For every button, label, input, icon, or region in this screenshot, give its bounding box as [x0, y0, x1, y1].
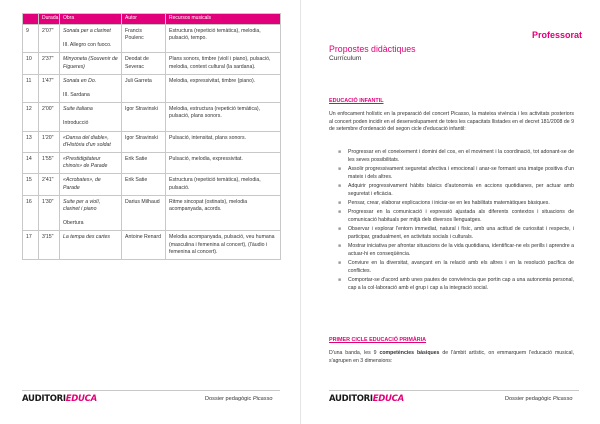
list-item	[338, 226, 574, 241]
square-bullet-icon: ■	[338, 199, 342, 206]
table-row	[23, 174, 281, 195]
cell-number: 13	[23, 131, 39, 152]
table-row	[23, 103, 281, 131]
cell-resources: Pulsació, melodia, expressivitat.	[166, 153, 281, 174]
cell-work	[60, 25, 122, 53]
right-page	[300, 0, 600, 424]
capacities-list	[338, 149, 574, 294]
table-header-row	[23, 14, 281, 25]
square-bullet-icon: ■	[338, 182, 342, 189]
work-title: «Prestidigitateur chinois» de Parade	[63, 156, 108, 170]
work-movement: III. Allegro con fuoco.	[63, 42, 112, 49]
cell-duration: 2'37"	[39, 53, 60, 74]
list-item	[338, 149, 574, 164]
list-item-text: Progressar en la comunicació i expressió ajustada als diferents contextos i situacions de comunicació habituals per mitjà dels diversos llenguatges.	[348, 209, 574, 223]
header-number	[23, 14, 39, 25]
table-row	[23, 74, 281, 102]
work-title: «Acrobates», de Parade	[63, 177, 101, 191]
work-movement: Introducció	[63, 120, 89, 127]
cell-author: Antoine Renard	[122, 231, 166, 260]
cell-work	[60, 231, 122, 260]
cell-author: Erik Satie	[122, 153, 166, 174]
works-table	[22, 13, 281, 260]
footer-document-title: Dossier pedagògic Picasso	[205, 396, 273, 402]
cell-number: 17	[23, 231, 39, 260]
primary-paragraph: D'una banda, les 9 competències bàsiques de l'àmbit artístic, on emmarquem l'educació musical, s'agrupen en 3 dimensions:	[329, 350, 574, 364]
square-bullet-icon: ■	[338, 260, 342, 267]
page-subtitle: Currículum	[329, 55, 362, 62]
list-item	[338, 243, 574, 258]
list-item	[338, 209, 574, 224]
cell-work	[60, 103, 122, 131]
header-resources: Recursos musicals	[166, 14, 281, 25]
intro-paragraph: Un enfocament holístic en la preparació del concert Picasso, la mateixa vivència i les activitats posteriors al concert poden incidir en el desenvolupament de totes les capacitats llistades en el decret 181/2008 de 9 de setembre d'ordenació del segon cicle d'educació infantil:	[329, 111, 574, 133]
cell-number: 10	[23, 53, 39, 74]
cell-author: Erik Satie	[122, 174, 166, 195]
auditori-educa-logo: AUDITORIEDUCA	[22, 394, 97, 404]
list-item-text: Conviure en la diversitat, avançant en la relació amb els altres i en la resolució pacífica de conflictes.	[348, 260, 574, 274]
cell-author: Igor Stravinski	[122, 131, 166, 152]
square-bullet-icon: ■	[338, 277, 342, 284]
section-heading-primaria: PRIMER CICLE EDUCACIÓ PRIMÀRIA	[329, 337, 427, 343]
cell-number: 9	[23, 25, 39, 53]
cell-resources: Ritme sincopat (ostinats), melodia acompanyada, acords.	[166, 195, 281, 231]
table-row	[23, 231, 281, 260]
list-item-text: Pensar, crear, elaborar explicacions i iniciar-se en les habilitats matemàtiques bàsiques.	[348, 199, 550, 206]
cell-duration: 3'15"	[39, 231, 60, 260]
header-author: Autor	[122, 14, 166, 25]
cell-author: Igor Stravinski	[122, 103, 166, 131]
cell-resources: Estructura (repetició temàtica), melodia, pulsació, tempo.	[166, 25, 281, 53]
table-row	[23, 153, 281, 174]
cell-author: Juli Garreta	[122, 74, 166, 102]
list-item	[338, 183, 574, 198]
list-item	[338, 200, 574, 208]
cell-work	[60, 131, 122, 152]
list-item	[338, 277, 574, 292]
cell-number: 15	[23, 174, 39, 195]
cell-author: Darius Milhaud	[122, 195, 166, 231]
work-movement: III. Sardana	[63, 92, 90, 99]
footer-document-title: Dossier pedagògic Picasso	[505, 396, 573, 402]
corner-label: Professorat	[531, 30, 582, 40]
cell-resources: Pulsació, intensitat, plans sonors.	[166, 131, 281, 152]
work-title: «Dansa del diable», d'Història d'un soldat	[63, 134, 111, 148]
header-work: Obra	[60, 14, 122, 25]
square-bullet-icon: ■	[338, 149, 342, 155]
work-title: Suite italiana	[63, 106, 93, 113]
cell-resources: Melodia, estructura (repetició temàtica), pulsació, plans sonors.	[166, 103, 281, 131]
square-bullet-icon: ■	[338, 226, 342, 233]
cell-duration: 2'00"	[39, 103, 60, 131]
cell-author: Deodat de Severac	[122, 53, 166, 74]
cell-resources: Melodia acompanyada, pulsació, veu humana (masculina i femenina al concert), (l'àudio i femenina al concert).	[166, 231, 281, 260]
work-title: La tempa des cartes	[63, 234, 111, 241]
cell-work	[60, 174, 122, 195]
table-row	[23, 195, 281, 231]
cell-work	[60, 53, 122, 74]
work-title: Sonata en Do.	[63, 77, 97, 84]
list-item-text: Adquirir progressivament hàbits bàsics d'autonomia en accions quotidianes, per actuar amb seguretat i eficàcia.	[348, 182, 574, 197]
work-title: Minyoneta (Souvenir de Figueres)	[63, 56, 118, 70]
cell-duration: 1'30"	[39, 195, 60, 231]
cell-author: Francis Poulenc	[122, 25, 166, 53]
list-item-text: Observar i explorar l'entorn immediat, natural i físic, amb una actitud de curiositat i respecte, i participar, gradualment, en activitats socials i culturals.	[348, 226, 574, 240]
list-item-text: Assolir progressivament seguretat afectiva i emocional i anar-se formant una imatge positiva d'un mateix i dels altres.	[348, 165, 574, 180]
square-bullet-icon: ■	[338, 243, 342, 250]
cell-number: 12	[23, 103, 39, 131]
cell-resources: Plans sonors, timbre (violí i piano), pulsació, melodia, context cultural (la sardana).	[166, 53, 281, 74]
cell-resources: Estructura (repetició temàtica), melodia, pulsació.	[166, 174, 281, 195]
footer-rule	[22, 390, 280, 391]
header-duration: Durada	[39, 14, 60, 25]
cell-duration: 1'55"	[39, 153, 60, 174]
cell-number: 11	[23, 74, 39, 102]
cell-duration: 1'20"	[39, 131, 60, 152]
table-row	[23, 131, 281, 152]
cell-duration: 1'47"	[39, 74, 60, 102]
work-title: Suite per a violí, clarinet i piano	[63, 198, 101, 213]
cell-duration: 2'41"	[39, 174, 60, 195]
footer-rule	[329, 390, 579, 391]
list-item-text: Progressar en el coneixement i domini del cos, en el moviment i la coordinació, tot adonant-se de les seves possibilitats.	[348, 149, 574, 163]
page-title: Propostes didàctiques	[329, 44, 416, 54]
cell-number: 14	[23, 153, 39, 174]
table-row	[23, 25, 281, 53]
cell-work	[60, 195, 122, 231]
table-row	[23, 53, 281, 74]
cell-resources: Melodia, expressivitat, timbre (piano).	[166, 74, 281, 102]
list-item	[338, 260, 574, 275]
work-movement: Obertura	[63, 220, 84, 227]
list-item	[338, 166, 574, 181]
work-title: Sonata per a clarinet	[63, 28, 111, 34]
cell-number: 16	[23, 195, 39, 231]
list-item-text: Comportar-se d'acord amb unes pautes de convivència que portin cap a una autonomia personal, cap a la col·laboració amb el grup i cap a la integració social.	[348, 277, 574, 291]
square-bullet-icon: ■	[338, 209, 342, 216]
list-item-text: Mostrar iniciativa per afrontar situacions de la vida quotidiana, identificar-ne els perills i aprendre a actuar-hi en conseqüència.	[348, 243, 574, 257]
cell-work	[60, 153, 122, 174]
square-bullet-icon: ■	[338, 165, 342, 172]
auditori-educa-logo: AUDITORIEDUCA	[329, 394, 404, 404]
cell-work	[60, 74, 122, 102]
section-heading-infantil: EDUCACIÓ INFANTIL	[329, 98, 384, 104]
cell-duration: 2'07"	[39, 25, 60, 53]
